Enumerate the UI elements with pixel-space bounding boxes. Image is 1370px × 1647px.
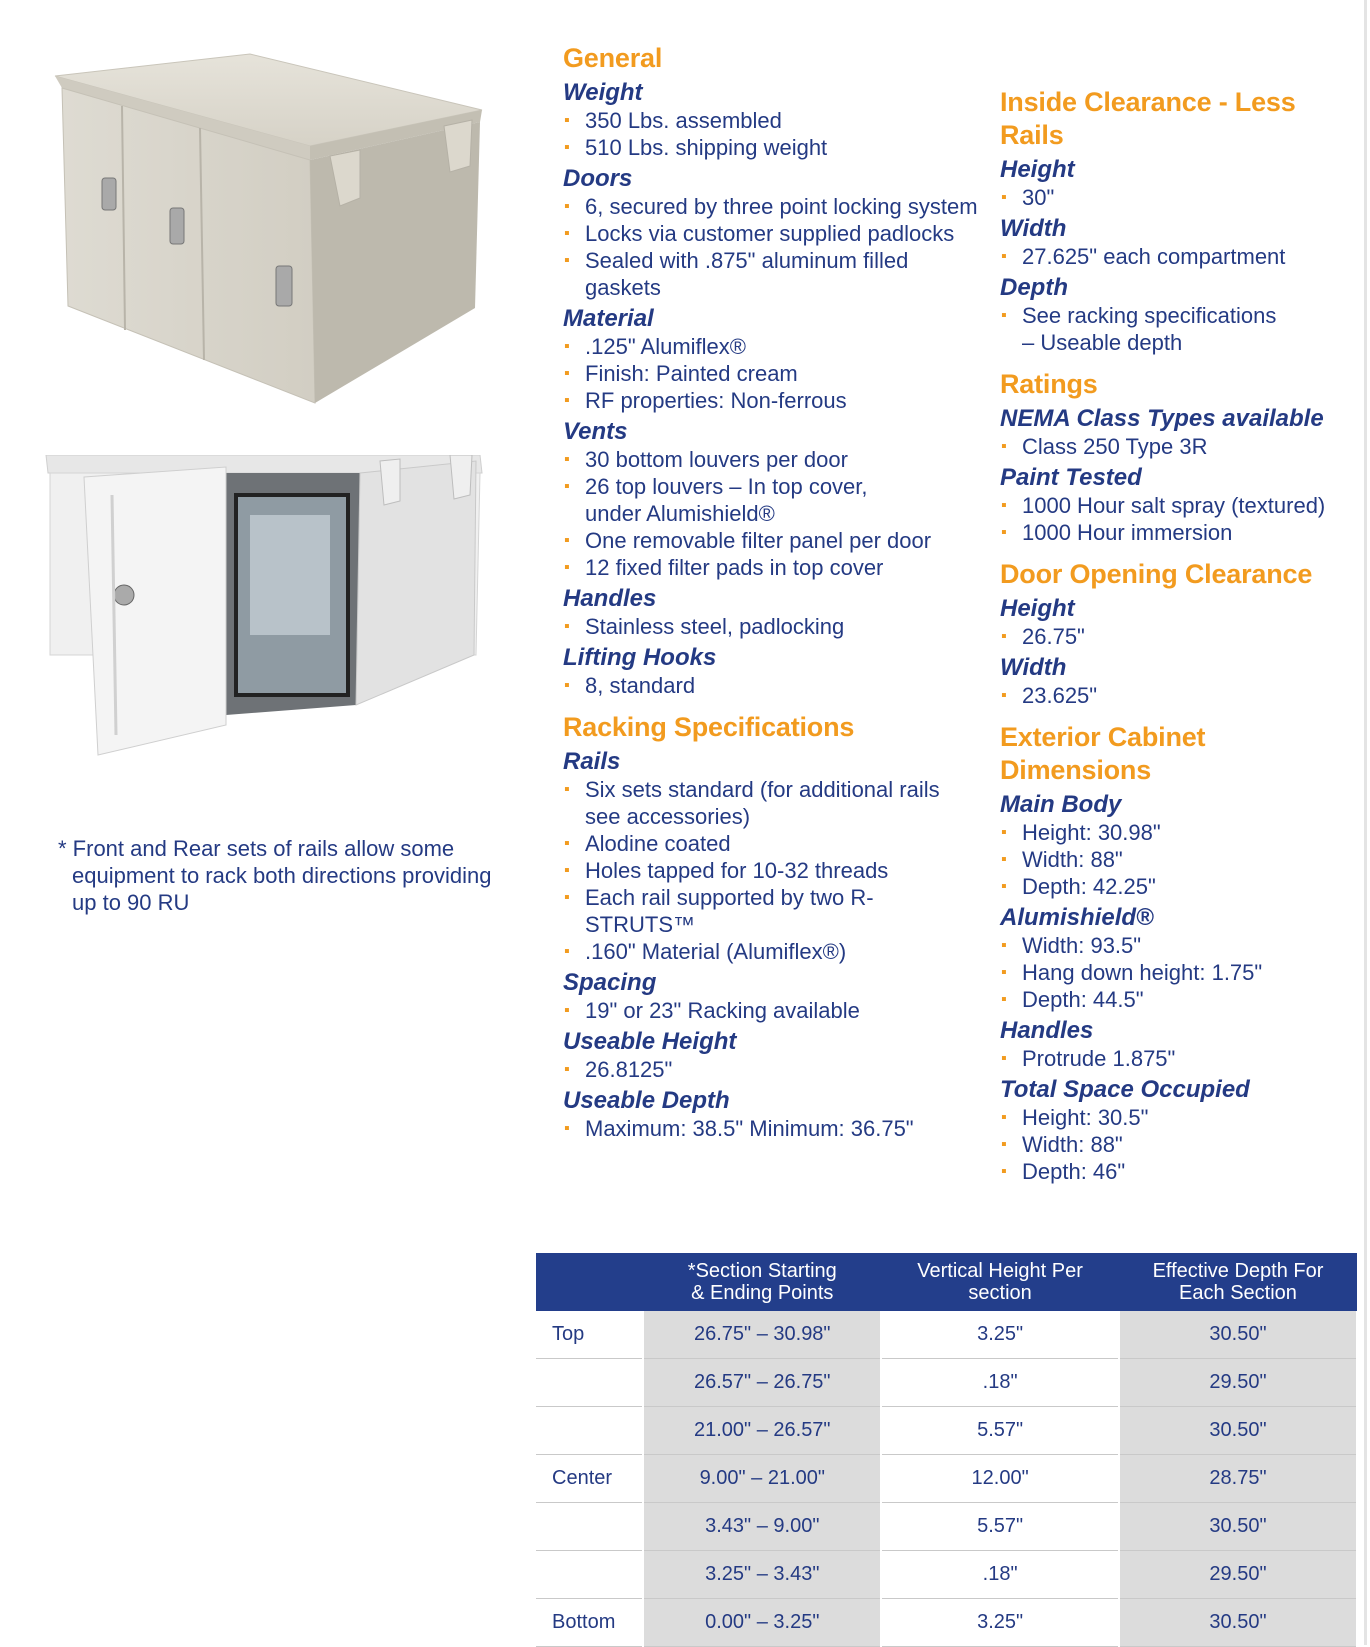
spec-item-text: Finish: Painted cream <box>585 361 798 386</box>
spec-item <box>563 446 983 473</box>
spec-item-text: See racking specifications <box>1022 303 1277 328</box>
subsection-title-useable-depth: Useable Depth <box>563 1087 730 1114</box>
spec-item <box>563 997 983 1024</box>
bullet-icon: ▪ <box>1001 1163 1007 1180</box>
subsection-title-depth: Depth <box>1000 274 1068 301</box>
spec-item <box>1000 623 1360 650</box>
bullet-icon: ▪ <box>1001 878 1007 895</box>
spec-item <box>1000 1045 1360 1072</box>
table-header-row <box>536 1253 1357 1311</box>
table-row-label <box>536 1359 643 1407</box>
bullet-icon: ▪ <box>1001 1136 1007 1153</box>
table-row <box>536 1599 1357 1647</box>
bullet-icon: ▪ <box>1001 497 1007 514</box>
table-cell: 9.00" – 21.00" <box>643 1455 881 1503</box>
spec-item <box>1000 519 1360 546</box>
spec-item <box>1000 1131 1360 1158</box>
spec-item-text: Width: 88" <box>1022 1132 1123 1157</box>
subsection-title-width: Width <box>1000 215 1067 242</box>
spec-item-text: 26.8125" <box>585 1057 673 1082</box>
table-header-cell <box>536 1253 643 1311</box>
table-row <box>536 1503 1357 1551</box>
spec-item <box>1000 819 1360 846</box>
section-title-ratings: Ratings <box>1000 369 1098 399</box>
table-header-text: Vertical Height Per <box>917 1260 1083 1282</box>
specs-right-column <box>1000 86 1360 1185</box>
bullet-icon: ▪ <box>564 478 570 495</box>
bullet-icon: ▪ <box>564 677 570 694</box>
spec-list <box>1000 819 1360 900</box>
subsection-title-useable-height: Useable Height <box>563 1028 737 1055</box>
table-header-text: *Section Starting <box>687 1260 837 1282</box>
spec-item-text: Sealed with .875" aluminum filled gaskets <box>585 248 909 300</box>
bullet-icon: ▪ <box>1001 628 1007 645</box>
spec-item <box>563 360 983 387</box>
table-cell: 0.00" – 3.25" <box>643 1599 881 1647</box>
bullet-icon: ▪ <box>564 392 570 409</box>
spec-item <box>563 884 983 938</box>
spec-item <box>1000 1158 1360 1185</box>
spec-list <box>563 1115 983 1142</box>
spec-item <box>563 387 983 414</box>
spec-item-text: Maximum: 38.5" Minimum: 36.75" <box>585 1116 914 1141</box>
bullet-icon: ▪ <box>1001 964 1007 981</box>
spec-item-text: Locks via customer supplied padlocks <box>585 221 955 246</box>
bullet-icon: ▪ <box>1001 1050 1007 1067</box>
spec-item-text: .160" Material (Alumiflex®) <box>585 939 847 964</box>
bullet-icon: ▪ <box>564 338 570 355</box>
spec-list <box>1000 932 1360 1013</box>
subsection-title-weight: Weight <box>563 79 643 106</box>
subsection-title-paint-tested: Paint Tested <box>1000 464 1142 491</box>
bullet-icon: ▪ <box>1001 824 1007 841</box>
spec-item-text: 12 fixed filter pads in top cover <box>585 555 884 580</box>
spec-item <box>563 333 983 360</box>
specs-left-column <box>563 42 983 1142</box>
spec-list <box>563 776 983 965</box>
table-row-label <box>536 1551 643 1599</box>
spec-list <box>1000 302 1360 356</box>
bullet-icon: ▪ <box>1001 189 1007 206</box>
subsection-title-lifting-hooks: Lifting Hooks <box>563 644 717 671</box>
spec-item-text: Depth: 44.5" <box>1022 987 1144 1012</box>
bullet-icon: ▪ <box>564 198 570 215</box>
spec-item-text: see accessories) <box>585 804 751 829</box>
bullet-icon: ▪ <box>564 139 570 156</box>
spec-item <box>1000 986 1360 1013</box>
spec-list <box>1000 243 1360 270</box>
table-row-label: Bottom <box>536 1599 643 1647</box>
bullet-icon: ▪ <box>1001 851 1007 868</box>
spec-item <box>1000 873 1360 900</box>
table-row-label <box>536 1503 643 1551</box>
spec-item-text: Holes tapped for 10-32 threads <box>585 858 889 883</box>
spec-item-text: .125" Alumiflex® <box>585 334 746 359</box>
spec-item <box>563 134 983 161</box>
bullet-icon: ▪ <box>1001 307 1007 324</box>
bullet-icon: ▪ <box>564 618 570 635</box>
spec-item-text: Depth: 46" <box>1022 1159 1126 1184</box>
table-row <box>536 1551 1357 1599</box>
table-cell: .18" <box>881 1359 1119 1407</box>
table-row-label: Center <box>536 1455 643 1503</box>
table-cell: 26.57" – 26.75" <box>643 1359 881 1407</box>
spec-item <box>563 938 983 965</box>
table-cell: 30.50" <box>1119 1407 1357 1455</box>
spec-item <box>563 193 983 220</box>
spec-list <box>563 672 983 699</box>
spec-item <box>563 613 983 640</box>
bullet-icon: ▪ <box>564 889 570 906</box>
spec-item <box>1000 846 1360 873</box>
bullet-icon: ▪ <box>564 1061 570 1078</box>
spec-item <box>563 107 983 134</box>
racking-sections-table <box>536 1253 1358 1647</box>
spec-item <box>563 672 983 699</box>
bullet-icon: ▪ <box>564 112 570 129</box>
subsection-title-handles: Handles <box>563 585 657 612</box>
table-cell: 5.57" <box>881 1503 1119 1551</box>
subsection-title-rails: Rails <box>563 748 621 775</box>
subsection-title-vents: Vents <box>563 418 628 445</box>
spec-item-text: under Alumishield® <box>585 501 775 526</box>
subsection-title-doors: Doors <box>563 165 633 192</box>
table-cell: 3.25" <box>881 1311 1119 1359</box>
footnote-line: up to 90 RU <box>72 890 190 915</box>
spec-list <box>1000 682 1360 709</box>
footnote-line: * Front and Rear sets of rails allow some <box>58 836 455 861</box>
table-header-text: section <box>968 1282 1032 1304</box>
spec-item <box>563 527 983 554</box>
spec-item-text: 1000 Hour salt spray (textured) <box>1022 493 1326 518</box>
bullet-icon: ▪ <box>1001 438 1007 455</box>
spec-list <box>1000 492 1360 546</box>
table-cell: 26.75" – 30.98" <box>643 1311 881 1359</box>
spec-item-text: One removable filter panel per door <box>585 528 932 553</box>
spec-item-text: Height: 30.98" <box>1022 820 1161 845</box>
subsection-title-handles: Handles <box>1000 1017 1094 1044</box>
spec-item <box>1000 302 1360 356</box>
subsection-title-total-space-occupied: Total Space Occupied <box>1000 1076 1250 1103</box>
table-cell: 30.50" <box>1119 1503 1357 1551</box>
spec-item <box>563 1056 983 1083</box>
spec-item <box>1000 1104 1360 1131</box>
open-cabinet-image <box>40 455 520 765</box>
spec-item-text: Height: 30.5" <box>1022 1105 1149 1130</box>
spec-item-text: Each rail supported by two R-STRUTS™ <box>585 885 874 937</box>
spec-item-text: Protrude 1.875" <box>1022 1046 1176 1071</box>
spec-item <box>563 776 983 830</box>
spec-item <box>563 473 983 527</box>
spec-item <box>563 830 983 857</box>
table-cell: 21.00" – 26.57" <box>643 1407 881 1455</box>
spec-item-text: 26.75" <box>1022 624 1085 649</box>
spec-item <box>563 1115 983 1142</box>
spec-item-text: 19" or 23" Racking available <box>585 998 860 1023</box>
bullet-icon: ▪ <box>1001 524 1007 541</box>
section-title-racking-specifications: Racking Specifications <box>563 712 855 742</box>
bullet-icon: ▪ <box>1001 687 1007 704</box>
section-title-exterior-cabinet-dimensions: Exterior Cabinet Dimensions <box>1000 722 1206 785</box>
table-header-text: Each Section <box>1179 1282 1297 1304</box>
section-title-door-opening-clearance: Door Opening Clearance <box>1000 559 1313 589</box>
footnote-line: equipment to rack both directions providing <box>72 863 492 888</box>
table-row-label <box>536 1407 643 1455</box>
spec-list <box>563 193 983 301</box>
table-cell: .18" <box>881 1551 1119 1599</box>
subsection-title-width: Width <box>1000 654 1067 681</box>
spec-list <box>1000 1104 1360 1185</box>
bullet-icon: ▪ <box>564 835 570 852</box>
bullet-icon: ▪ <box>1001 937 1007 954</box>
spec-item-text: Stainless steel, padlocking <box>585 614 845 639</box>
spec-item <box>563 554 983 581</box>
spec-item-text: Alodine coated <box>585 831 731 856</box>
spec-item-text: – Useable depth <box>1022 330 1183 355</box>
table-cell: 28.75" <box>1119 1455 1357 1503</box>
spec-item-text: RF properties: Non-ferrous <box>585 388 847 413</box>
table-header-cell <box>881 1253 1119 1311</box>
table-cell: 12.00" <box>881 1455 1119 1503</box>
bullet-icon: ▪ <box>1001 248 1007 265</box>
rails-footnote <box>58 835 518 916</box>
spec-item <box>1000 492 1360 519</box>
table-row <box>536 1407 1357 1455</box>
spec-list <box>1000 1045 1360 1072</box>
spec-item-text: 1000 Hour immersion <box>1022 520 1233 545</box>
spec-list <box>563 107 983 161</box>
bullet-icon: ▪ <box>564 365 570 382</box>
spec-item-text: 8, standard <box>585 673 696 698</box>
table-cell: 3.25" <box>881 1599 1119 1647</box>
spec-item-text: 350 Lbs. assembled <box>585 108 782 133</box>
spec-item <box>1000 682 1360 709</box>
bullet-icon: ▪ <box>564 862 570 879</box>
table-row <box>536 1311 1357 1359</box>
spec-item-text: 30" <box>1022 185 1055 210</box>
spec-item <box>1000 932 1360 959</box>
spec-item <box>563 220 983 247</box>
bullet-icon: ▪ <box>564 225 570 242</box>
bullet-icon: ▪ <box>564 1120 570 1137</box>
table-header-text: Effective Depth For <box>1152 1260 1324 1282</box>
table-row <box>536 1359 1357 1407</box>
subsection-title-height: Height <box>1000 156 1075 183</box>
bullet-icon: ▪ <box>564 532 570 549</box>
bullet-icon: ▪ <box>564 451 570 468</box>
spec-item-text: 510 Lbs. shipping weight <box>585 135 828 160</box>
spec-list <box>563 997 983 1024</box>
table-cell: 30.50" <box>1119 1599 1357 1647</box>
spec-item-text: Width: 88" <box>1022 847 1123 872</box>
bullet-icon: ▪ <box>564 943 570 960</box>
table-row <box>536 1455 1357 1503</box>
spec-list <box>563 613 983 640</box>
spec-item-text: Hang down height: 1.75" <box>1022 960 1263 985</box>
bullet-icon: ▪ <box>564 559 570 576</box>
table-cell: 29.50" <box>1119 1551 1357 1599</box>
table-cell: 3.43" – 9.00" <box>643 1503 881 1551</box>
page-edge-rule <box>1364 0 1367 1645</box>
spec-item-text: 23.625" <box>1022 683 1098 708</box>
table-header-text: & Ending Points <box>691 1282 834 1304</box>
subsection-title-main-body: Main Body <box>1000 791 1122 818</box>
bullet-icon: ▪ <box>564 1002 570 1019</box>
bullet-icon: ▪ <box>1001 1109 1007 1126</box>
subsection-title-alumishield: Alumishield® <box>1000 904 1154 931</box>
spec-list <box>563 1056 983 1083</box>
table-cell: 29.50" <box>1119 1359 1357 1407</box>
table-header-cell <box>643 1253 881 1311</box>
spec-item-text: Six sets standard (for additional rails <box>585 777 940 802</box>
subsection-title-spacing: Spacing <box>563 969 657 996</box>
spec-item <box>1000 243 1360 270</box>
spec-list <box>1000 623 1360 650</box>
spec-item-text: 6, secured by three point locking system <box>585 194 978 219</box>
spec-list <box>1000 184 1360 211</box>
spec-item-text: Class 250 Type 3R <box>1022 434 1208 459</box>
spec-item-text: 27.625" each compartment <box>1022 244 1286 269</box>
spec-item-text: Depth: 42.25" <box>1022 874 1156 899</box>
bullet-icon: ▪ <box>1001 991 1007 1008</box>
spec-list <box>563 446 983 581</box>
section-title-general: General <box>563 43 663 73</box>
bullet-icon: ▪ <box>564 781 570 798</box>
spec-item-text: 30 bottom louvers per door <box>585 447 848 472</box>
subsection-title-nema-class-types-available: NEMA Class Types available <box>1000 405 1324 432</box>
spec-item <box>1000 433 1360 460</box>
spec-item <box>563 857 983 884</box>
table-header-cell <box>1119 1253 1357 1311</box>
spec-list <box>563 333 983 414</box>
spec-item-text: 26 top louvers – In top cover, <box>585 474 868 499</box>
closed-cabinet-image <box>40 48 520 418</box>
subsection-title-material: Material <box>563 305 654 332</box>
table-cell: 30.50" <box>1119 1311 1357 1359</box>
table-cell: 5.57" <box>881 1407 1119 1455</box>
spec-item-text: Width: 93.5" <box>1022 933 1142 958</box>
spec-item <box>1000 184 1360 211</box>
table-cell: 3.25" – 3.43" <box>643 1551 881 1599</box>
subsection-title-height: Height <box>1000 595 1075 622</box>
spec-list <box>1000 433 1360 460</box>
spec-item <box>563 247 983 301</box>
bullet-icon: ▪ <box>564 252 570 269</box>
table-row-label: Top <box>536 1311 643 1359</box>
spec-item <box>1000 959 1360 986</box>
section-title-inside-clearance-less-rails: Inside Clearance - Less Rails <box>1000 87 1296 150</box>
